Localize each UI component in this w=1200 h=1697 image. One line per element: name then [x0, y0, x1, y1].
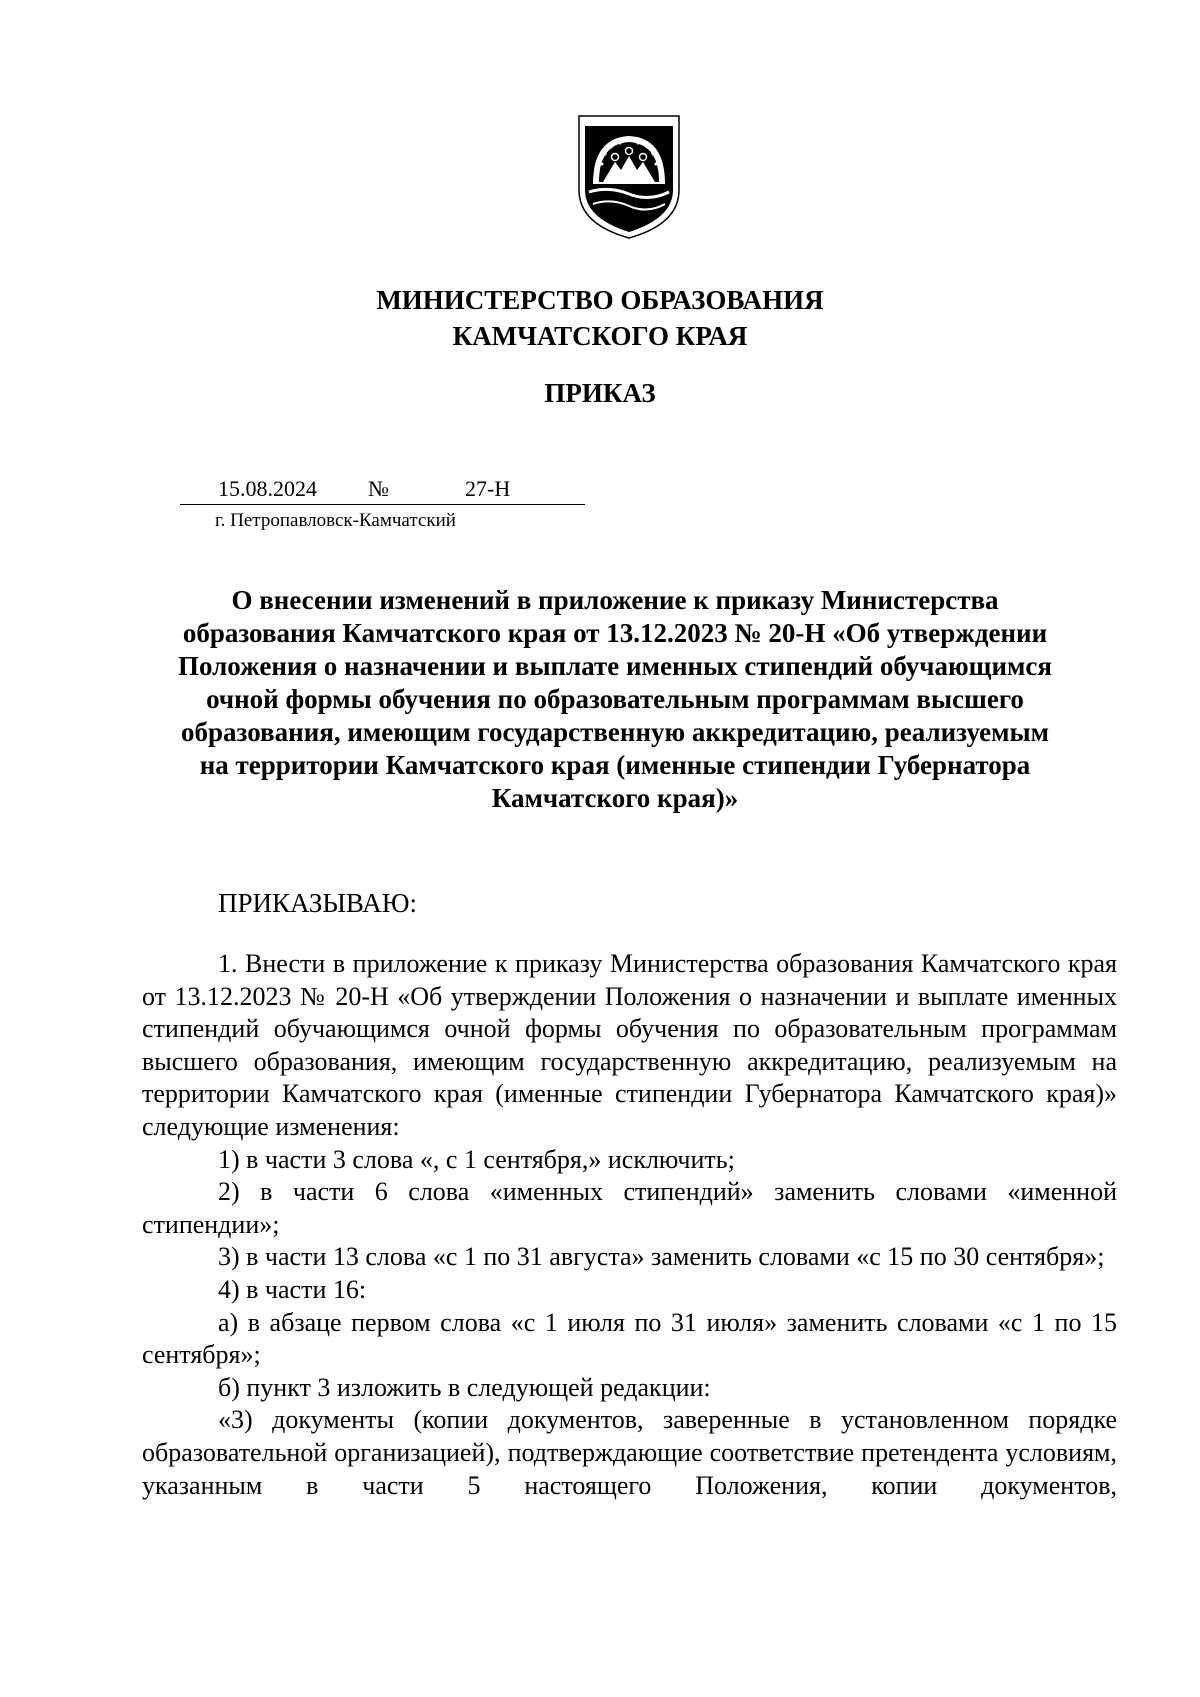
document-number: 27-Н: [465, 476, 511, 501]
subject-line: очной формы обучения по образовательным программам высшего: [206, 684, 1024, 714]
body-paragraph: 1) в части 3 слова «, с 1 сентября,» исключить;: [218, 1144, 735, 1174]
subject-line: О внесении изменений в приложение к приказу Министерства: [231, 585, 999, 615]
ministry-name-line2: КАМЧАТСКОГО КРАЯ: [452, 321, 748, 351]
document-body: [142, 948, 1117, 1502]
subject-line: Положения о назначении и выплате именных стипендий обучающимся: [178, 651, 1052, 681]
body-paragraph: 2) в части 6 слова «именных стипендий» заменить словами «именной стипендии»;: [142, 1177, 1117, 1239]
body-paragraph: б) пункт 3 изложить в следующей редакции:: [218, 1372, 711, 1402]
order-directive: ПРИКАЗЫВАЮ:: [218, 888, 417, 918]
ministry-name: [0, 282, 1200, 354]
subject-line: на территории Камчатского края (именные стипендии Губернатора: [199, 750, 1031, 780]
document-date: 15.08.2024: [218, 476, 317, 501]
registration-line: [180, 476, 585, 505]
subject-line: образования Камчатского края от 13.12.2023 № 20-Н «Об утверждении: [182, 618, 1048, 648]
number-sign: №: [368, 476, 389, 501]
body-paragraph: 4) в части 16:: [218, 1274, 367, 1304]
body-paragraph: а) в абзаце первом слова «с 1 июля по 31 июля» заменить словами «с 1 по 15 сентября»;: [142, 1307, 1117, 1370]
kamchatka-coat-of-arms-icon: [575, 112, 683, 242]
ministry-name-line1: МИНИСТЕРСТВО ОБРАЗОВАНИЯ: [376, 285, 824, 315]
body-paragraph: «3) документы (копии документов, заверенные в установленном порядке образовательной организацией), подтверждающие соответствие претендента условиям, указанным в части 5 настоящего Положения, копии документов,: [142, 1405, 1117, 1500]
subject-line: образования, имеющим государственную аккредитацию, реализуемым: [181, 717, 1049, 747]
subject-line: Камчатского края)»: [491, 783, 739, 813]
document-type: ПРИКАЗ: [544, 378, 656, 408]
body-paragraph: 3) в части 13 слова «с 1 по 31 августа» заменить словами «с 15 по 30 сентября»;: [218, 1242, 1105, 1272]
city-name: г. Петропавловск-Камчатский: [215, 510, 456, 531]
document-subject: [150, 584, 1080, 815]
body-paragraph: 1. Внести в приложение к приказу Министерства образования Камчатского края от 13.12.2023 № 20-Н «Об утверждении Положения о назначении и выплате именных стипендий обучающимся очной формы обучения по образовательным программам высшего образования, имеющим государственную аккредитацию, реализуемым на территории Камчатского края (именные стипендии Губернатора Камчатского края)» следующие изменения:: [142, 949, 1117, 1141]
